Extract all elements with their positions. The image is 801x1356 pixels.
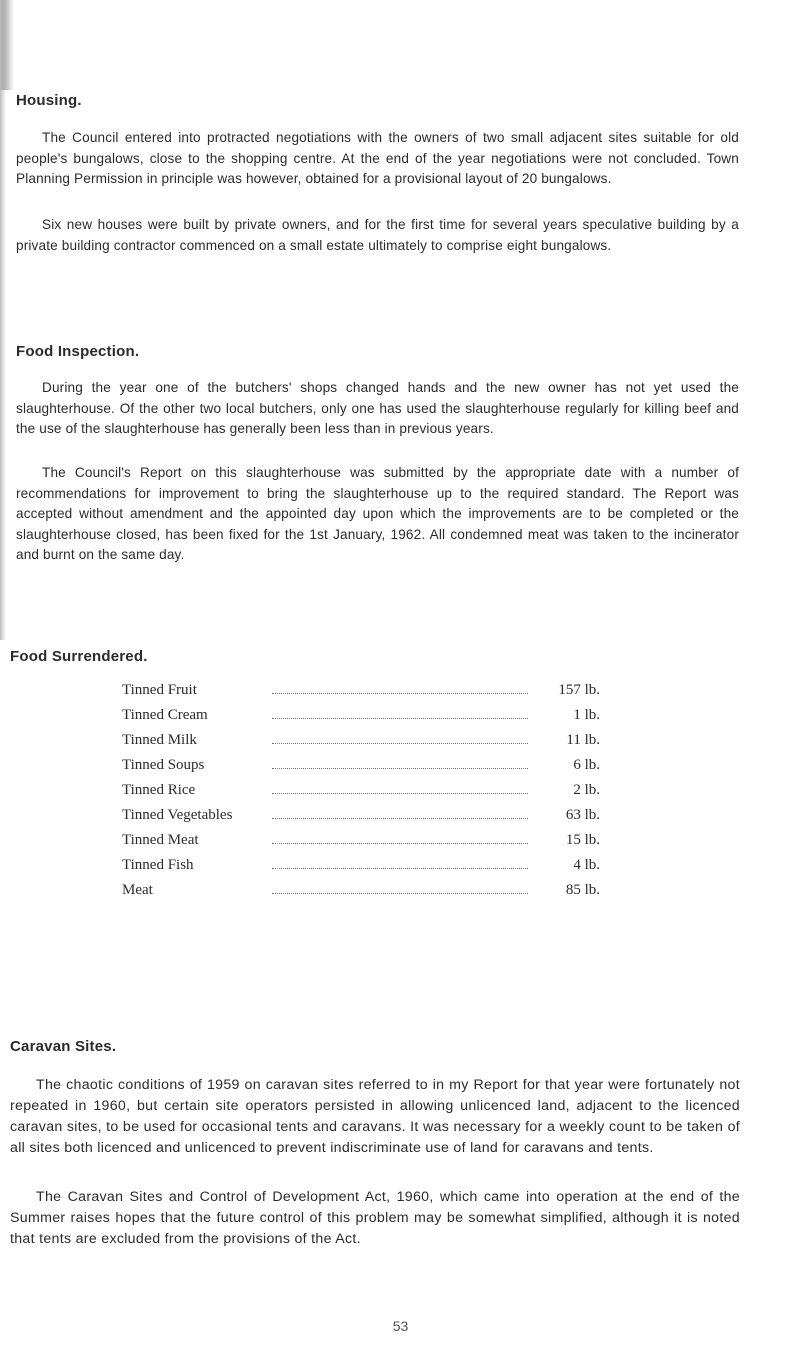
food-inspection-paragraph-1: During the year one of the butchers' shops changed hands and the new owner has not yet used the slaughterhouse. Of the other two local butchers, only one has used the slaughterhouse regularly for killing beef and the use of the slaughterhouse has generally been less than in previous years. bbox=[16, 380, 739, 436]
food-item-quantity: 85 lb. bbox=[565, 882, 600, 898]
food-item-quantity: 157 lb. bbox=[558, 682, 600, 698]
caravan-sites-heading: Caravan Sites. bbox=[10, 1038, 117, 1055]
food-item-name: Tinned Rice bbox=[122, 782, 196, 798]
housing-paragraph-1: The Council entered into protracted negotiations with the owners of two small adjacent sites suitable for old people's bungalows, close to the shopping centre. At the end of the year negotiations were not concluded. Town Planning Permission in principle was however, obtained for a provisional layout of 20 bungalows. bbox=[16, 130, 739, 186]
food-item-name: Tinned Meat bbox=[122, 832, 199, 848]
list-item bbox=[122, 682, 600, 707]
food-item-quantity: 6 lb. bbox=[573, 757, 600, 773]
list-item bbox=[122, 832, 600, 857]
list-item bbox=[122, 807, 600, 832]
list-item bbox=[122, 857, 600, 882]
list-item bbox=[122, 707, 600, 732]
list-item bbox=[122, 732, 600, 757]
list-item bbox=[122, 782, 600, 807]
food-item-quantity: 11 lb. bbox=[566, 732, 600, 748]
leader-dots bbox=[272, 767, 528, 769]
food-item-quantity: 2 lb. bbox=[573, 782, 600, 798]
food-item-quantity: 1 lb. bbox=[573, 707, 600, 723]
food-item-name: Tinned Soups bbox=[122, 757, 205, 773]
food-item-name: Tinned Vegetables bbox=[122, 807, 233, 823]
leader-dots bbox=[272, 717, 528, 719]
leader-dots bbox=[272, 817, 528, 819]
leader-dots bbox=[272, 792, 528, 794]
housing-paragraph-2: Six new houses were built by private owners, and for the first time for several years speculative building by a private building contractor commenced on a small estate ultimately to comprise eight bungalows. bbox=[16, 217, 739, 253]
leader-dots bbox=[272, 892, 528, 894]
binding-edge bbox=[0, 0, 6, 640]
list-item bbox=[122, 882, 600, 907]
leader-dots bbox=[272, 867, 528, 869]
food-surrendered-list bbox=[122, 682, 600, 907]
food-item-name: Tinned Fruit bbox=[122, 682, 197, 698]
list-item bbox=[122, 757, 600, 782]
food-surrendered-heading: Food Surrendered. bbox=[10, 648, 148, 665]
leader-dots bbox=[272, 842, 528, 844]
food-item-quantity: 63 lb. bbox=[565, 807, 600, 823]
food-item-name: Tinned Milk bbox=[122, 732, 197, 748]
caravan-sites-paragraph-2: The Caravan Sites and Control of Development Act, 1960, which came into operation at the end of the Summer raises hopes that the future control of this problem may be somewhat simplified, although it is noted that tents are excluded from the provisions of the Act. bbox=[10, 1189, 740, 1247]
food-item-quantity: 4 lb. bbox=[573, 857, 600, 873]
food-item-name: Tinned Cream bbox=[122, 707, 208, 723]
caravan-sites-paragraph-1: The chaotic conditions of 1959 on caravan sites referred to in my Report for that year were fortunately not repeated in 1960, but certain site operators persisted in allowing unlicenced land, adjacent to the licenced caravan sites, to be used for occasional tents and caravans. It was necessary for a weekly count to be taken of all sites both licenced and unlicenced to prevent indiscriminate use of land for caravans and tents. bbox=[10, 1077, 740, 1156]
food-item-name: Tinned Fish bbox=[122, 857, 194, 873]
housing-heading: Housing. bbox=[16, 92, 82, 109]
food-item-quantity: 15 lb. bbox=[565, 832, 600, 848]
food-inspection-paragraph-2: The Council's Report on this slaughterhouse was submitted by the appropriate date with a number of recommendations for improvement to bring the slaughterhouse up to the required standard. The Report was accepted without amendment and the appointed day upon which the improvements are to be completed or the slaughterhouse closed, has been fixed for the 1st January, 1962. All condemned meat was taken to the incinerator and burnt on the same day. bbox=[16, 465, 739, 562]
leader-dots bbox=[272, 692, 528, 694]
food-inspection-heading: Food Inspection. bbox=[16, 343, 140, 360]
page-number: 53 bbox=[392, 1318, 409, 1334]
food-item-name: Meat bbox=[122, 882, 153, 898]
leader-dots bbox=[272, 742, 528, 744]
